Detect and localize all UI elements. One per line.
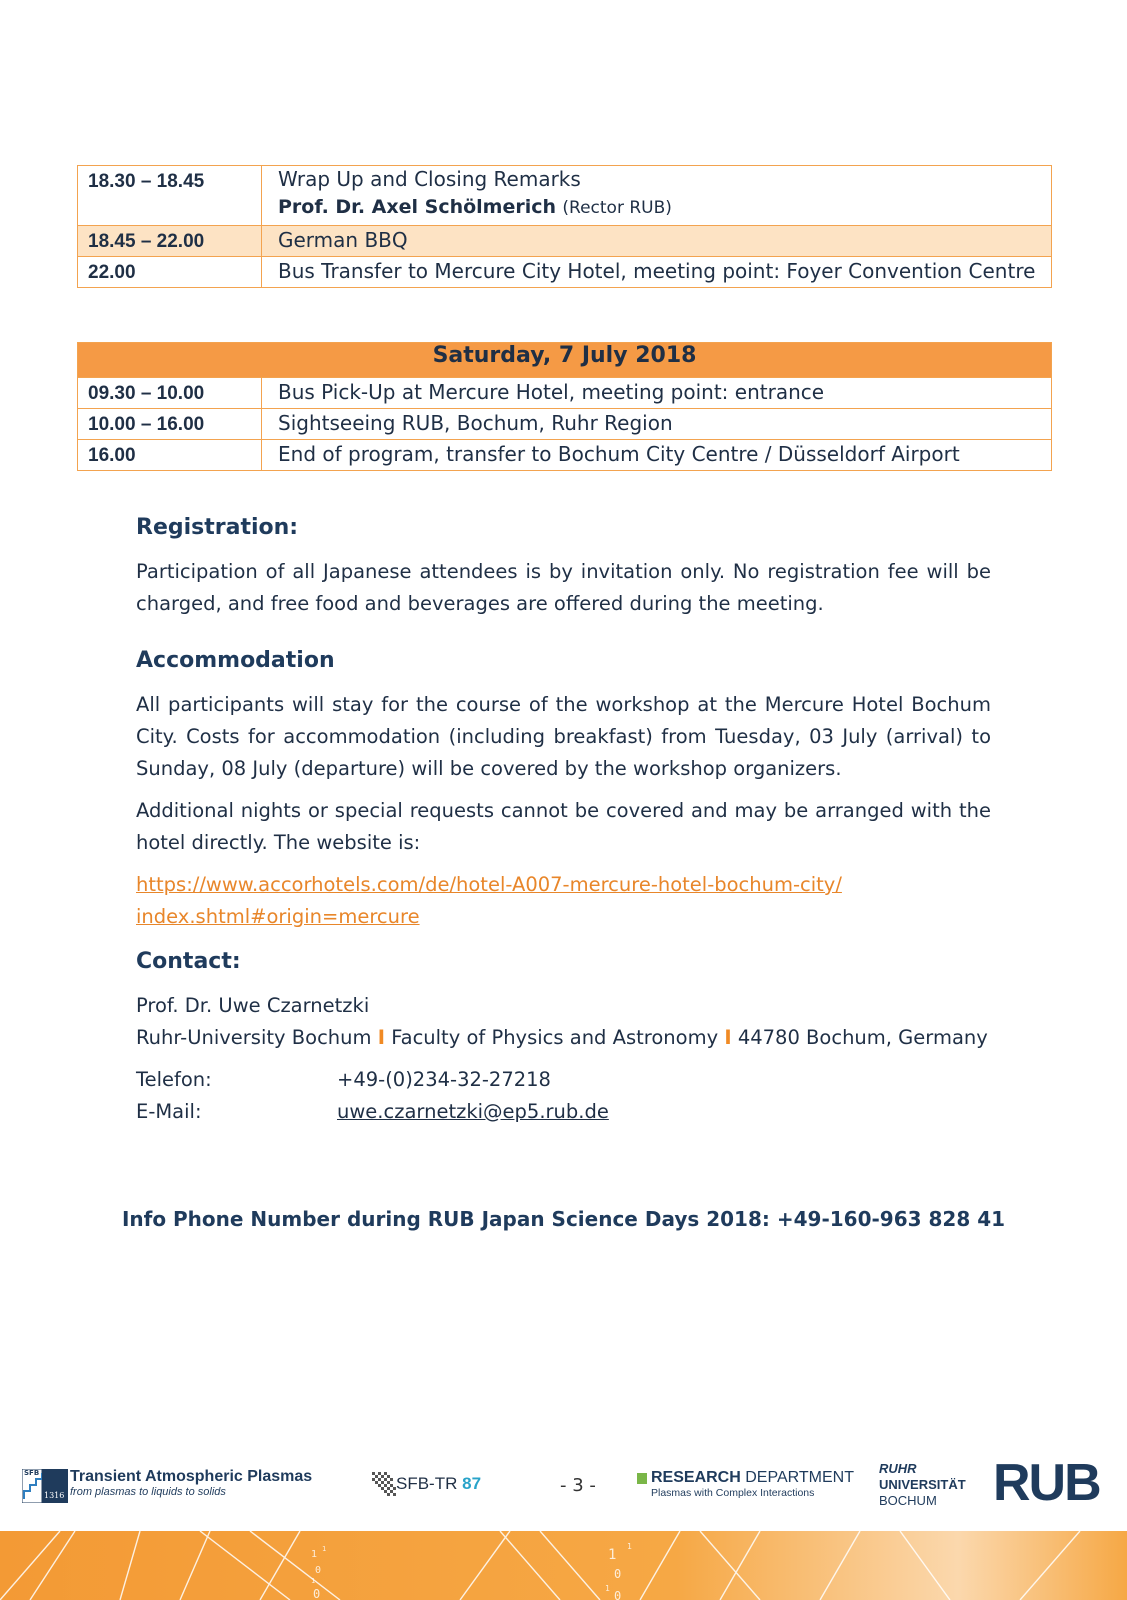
ruhr-line1: RUHR	[879, 1461, 917, 1476]
ruhr-line2: UNIVERSITÄT	[879, 1477, 966, 1492]
footer	[0, 1455, 1127, 1515]
decorative-lines-icon	[0, 1531, 1127, 1600]
sfb-logo-icon	[22, 1469, 68, 1503]
schedule-row	[78, 378, 1052, 409]
email-row	[136, 1096, 991, 1128]
schedule-row	[78, 257, 1052, 288]
phone-row	[136, 1064, 991, 1096]
email-link[interactable]: uwe.czarnetzki@ep5.rub.de	[337, 1100, 609, 1123]
phone-value: +49-(0)234-32-27218	[337, 1068, 551, 1091]
sfb-title: Transient Atmospheric Plasmas	[70, 1468, 313, 1485]
sfbtr-number: 87	[462, 1474, 482, 1493]
schedule-title: End of program, transfer to Bochum City Centre / Düsseldorf Airport	[262, 440, 1052, 471]
schedule-desc	[262, 166, 1052, 226]
speaker-name: Prof. Dr. Axel Schölmerich	[278, 196, 557, 218]
svg-text:1: 1	[608, 1547, 617, 1563]
phone-label: Telefon:	[136, 1068, 212, 1091]
contact-org: Ruhr-University Bochum	[136, 1026, 372, 1049]
accommodation-text: All participants will stay for the course of the workshop at the Mercure Hotel Bochum City. Costs for accommodation (including breakfast) from Tuesday, 03 July (arrival) to Sunday, 08 July (departure) will be covered by the workshop organizers.	[136, 693, 991, 780]
schedule-title: Bus Transfer to Mercure City Hotel, meeting point: Foyer Convention Centre	[262, 257, 1052, 288]
schedule-title: Wrap Up and Closing Remarks	[278, 167, 581, 191]
registration-heading: Registration:	[136, 515, 299, 540]
svg-text:0: 0	[315, 1565, 322, 1576]
ruhr-line3: BOCHUM	[879, 1493, 937, 1508]
email-label: E-Mail:	[136, 1100, 202, 1123]
schedule-time: 16.00	[78, 440, 262, 471]
sfbtr-logo-icon	[372, 1472, 396, 1496]
hotel-link-line2[interactable]: index.shtml#origin=mercure	[136, 905, 420, 928]
svg-text:1: 1	[311, 1549, 318, 1560]
sfb-subtitle: from plasmas to liquids to solids	[70, 1486, 226, 1498]
schedule-row	[78, 440, 1052, 471]
schedule-time: 18.30 – 18.45	[78, 166, 262, 226]
schedule-time: 09.30 – 10.00	[78, 378, 262, 409]
hotel-website-link[interactable]	[136, 869, 991, 933]
sfb-text	[70, 1468, 312, 1498]
research-square-icon	[637, 1473, 647, 1484]
schedule-row	[78, 166, 1052, 226]
speaker-role: (Rector RUB)	[562, 198, 672, 218]
svg-text:0: 0	[614, 1567, 622, 1581]
contact-name: Prof. Dr. Uwe Czarnetzki	[136, 994, 370, 1017]
svg-text:1: 1	[311, 1577, 316, 1585]
schedule-row	[78, 409, 1052, 440]
schedule-title: German BBQ	[262, 226, 1052, 257]
schedule-table-saturday	[77, 342, 1052, 471]
page-number: - 3 -	[560, 1475, 596, 1496]
sfbtr-text	[396, 1474, 481, 1494]
registration-section	[136, 512, 991, 620]
decorative-footer-bar	[0, 1531, 1127, 1600]
research-rest: DEPARTMENT	[740, 1469, 854, 1486]
contact-heading: Contact:	[136, 949, 241, 974]
separator: I	[377, 1026, 385, 1049]
contact-section	[136, 946, 991, 1128]
svg-text:0: 0	[313, 1587, 321, 1600]
schedule-time: 22.00	[78, 257, 262, 288]
day-heading-row	[78, 343, 1052, 378]
accommodation-section	[136, 645, 991, 933]
contact-city: 44780 Bochum, Germany	[737, 1026, 988, 1049]
contact-address	[136, 1022, 991, 1054]
schedule-title: Sightseeing RUB, Bochum, Ruhr Region	[262, 409, 1052, 440]
ruhr-uni-logo	[879, 1461, 966, 1509]
accommodation-additional-text: Additional nights or special requests cannot be covered and may be arranged with the hotel directly. The website is:	[136, 799, 991, 854]
schedule-table-friday	[77, 165, 1052, 288]
schedule-row	[78, 226, 1052, 257]
svg-text:1: 1	[605, 1584, 610, 1593]
research-department-logo	[651, 1469, 854, 1499]
svg-text:0: 0	[614, 1589, 622, 1600]
schedule-title: Bus Pick-Up at Mercure Hotel, meeting point: entrance	[262, 378, 1052, 409]
rub-logo: RUB	[993, 1454, 1100, 1512]
accommodation-heading: Accommodation	[136, 648, 335, 673]
research-bold: RESEARCH	[651, 1469, 741, 1486]
sfb-badge: SFB	[24, 1469, 40, 1477]
schedule-time: 10.00 – 16.00	[78, 409, 262, 440]
svg-text:1: 1	[627, 1542, 632, 1551]
hotel-link-line1[interactable]: https://www.accorhotels.com/de/hotel-A007-mercure-hotel-bochum-city/	[136, 873, 842, 896]
registration-text: Participation of all Japanese attendees is by invitation only. No registration fee will be charged, and free food and beverages are offered during the meeting.	[136, 560, 991, 615]
sfb-number: 1316	[44, 1491, 65, 1500]
research-subtitle: Plasmas with Complex Interactions	[651, 1487, 815, 1499]
separator: I	[724, 1026, 732, 1049]
sfbtr-label: SFB-TR	[396, 1474, 458, 1493]
svg-text:1: 1	[322, 1545, 327, 1553]
day-heading: Saturday, 7 July 2018	[78, 343, 1052, 378]
schedule-time: 18.45 – 22.00	[78, 226, 262, 257]
info-phone: Info Phone Number during RUB Japan Science Days 2018: +49-160-963 828 41	[121, 1207, 1006, 1231]
contact-faculty: Faculty of Physics and Astronomy	[391, 1026, 719, 1049]
